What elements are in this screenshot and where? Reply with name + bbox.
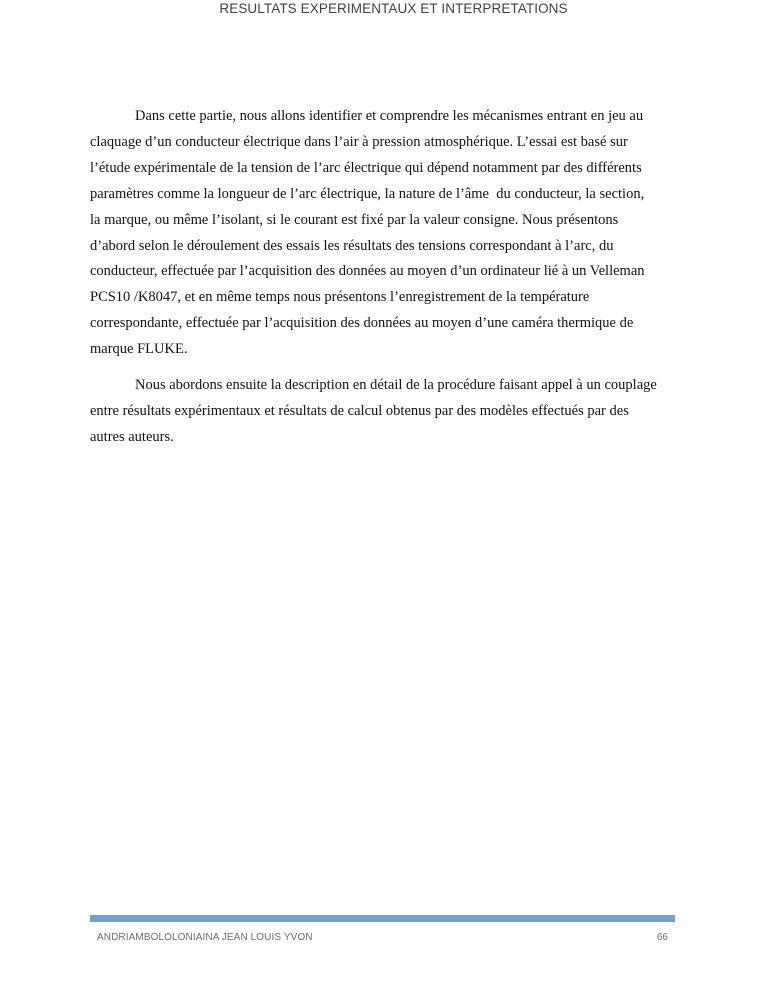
text-line: Nous abordons ensuite la description en détail de la procédure faisant appel à un couplage bbox=[135, 377, 657, 394]
text-line: correspondante, effectuée par l’acquisition des données au moyen d’une caméra thermique de bbox=[90, 315, 634, 332]
footer-rule bbox=[90, 915, 675, 922]
paragraph-2 bbox=[90, 373, 680, 451]
body-text bbox=[90, 104, 680, 451]
running-header: RESULTATS EXPERIMENTAUX ET INTERPRETATIONS bbox=[219, 1, 568, 16]
paragraph-spacer bbox=[90, 363, 680, 373]
paragraph-1 bbox=[90, 104, 680, 363]
text-line: PCS10 /K8047, et en même temps nous présentons l’enregistrement de la température bbox=[90, 289, 590, 306]
text-line: conducteur, effectuée par l’acquisition des données au moyen d’un ordinateur lié à un Velleman bbox=[90, 263, 645, 280]
text-line: la marque, ou même l’isolant, si le courant est fixé par la valeur consigne. Nous présentons bbox=[90, 211, 619, 228]
text-line: Dans cette partie, nous allons identifier et comprendre les mécanismes entrant en jeu au bbox=[135, 108, 644, 124]
text-line: entre résultats expérimentaux et résultats de calcul obtenus par des modèles effectués par des bbox=[90, 402, 629, 419]
text-line: autres auteurs. bbox=[90, 428, 174, 445]
text-line: d’abord selon le déroulement des essais les résultats des tensions correspondant à l’arc, du bbox=[90, 237, 614, 254]
text-line: marque FLUKE. bbox=[90, 341, 188, 358]
page-number: 66 bbox=[656, 932, 668, 943]
footer-author: ANDRIAMBOLOLONIAINA JEAN LOUIS YVON bbox=[97, 932, 313, 943]
text-line: claquage d’un conducteur électrique dans l’air à pression atmosphérique. L’essai est basé sur bbox=[90, 133, 628, 150]
text-line: l’étude expérimentale de la tension de l’arc électrique qui dépend notamment par des différents bbox=[90, 159, 642, 176]
text-line: paramètres comme la longueur de l’arc électrique, la nature de l’âme du conducteur, la section, bbox=[90, 185, 645, 202]
